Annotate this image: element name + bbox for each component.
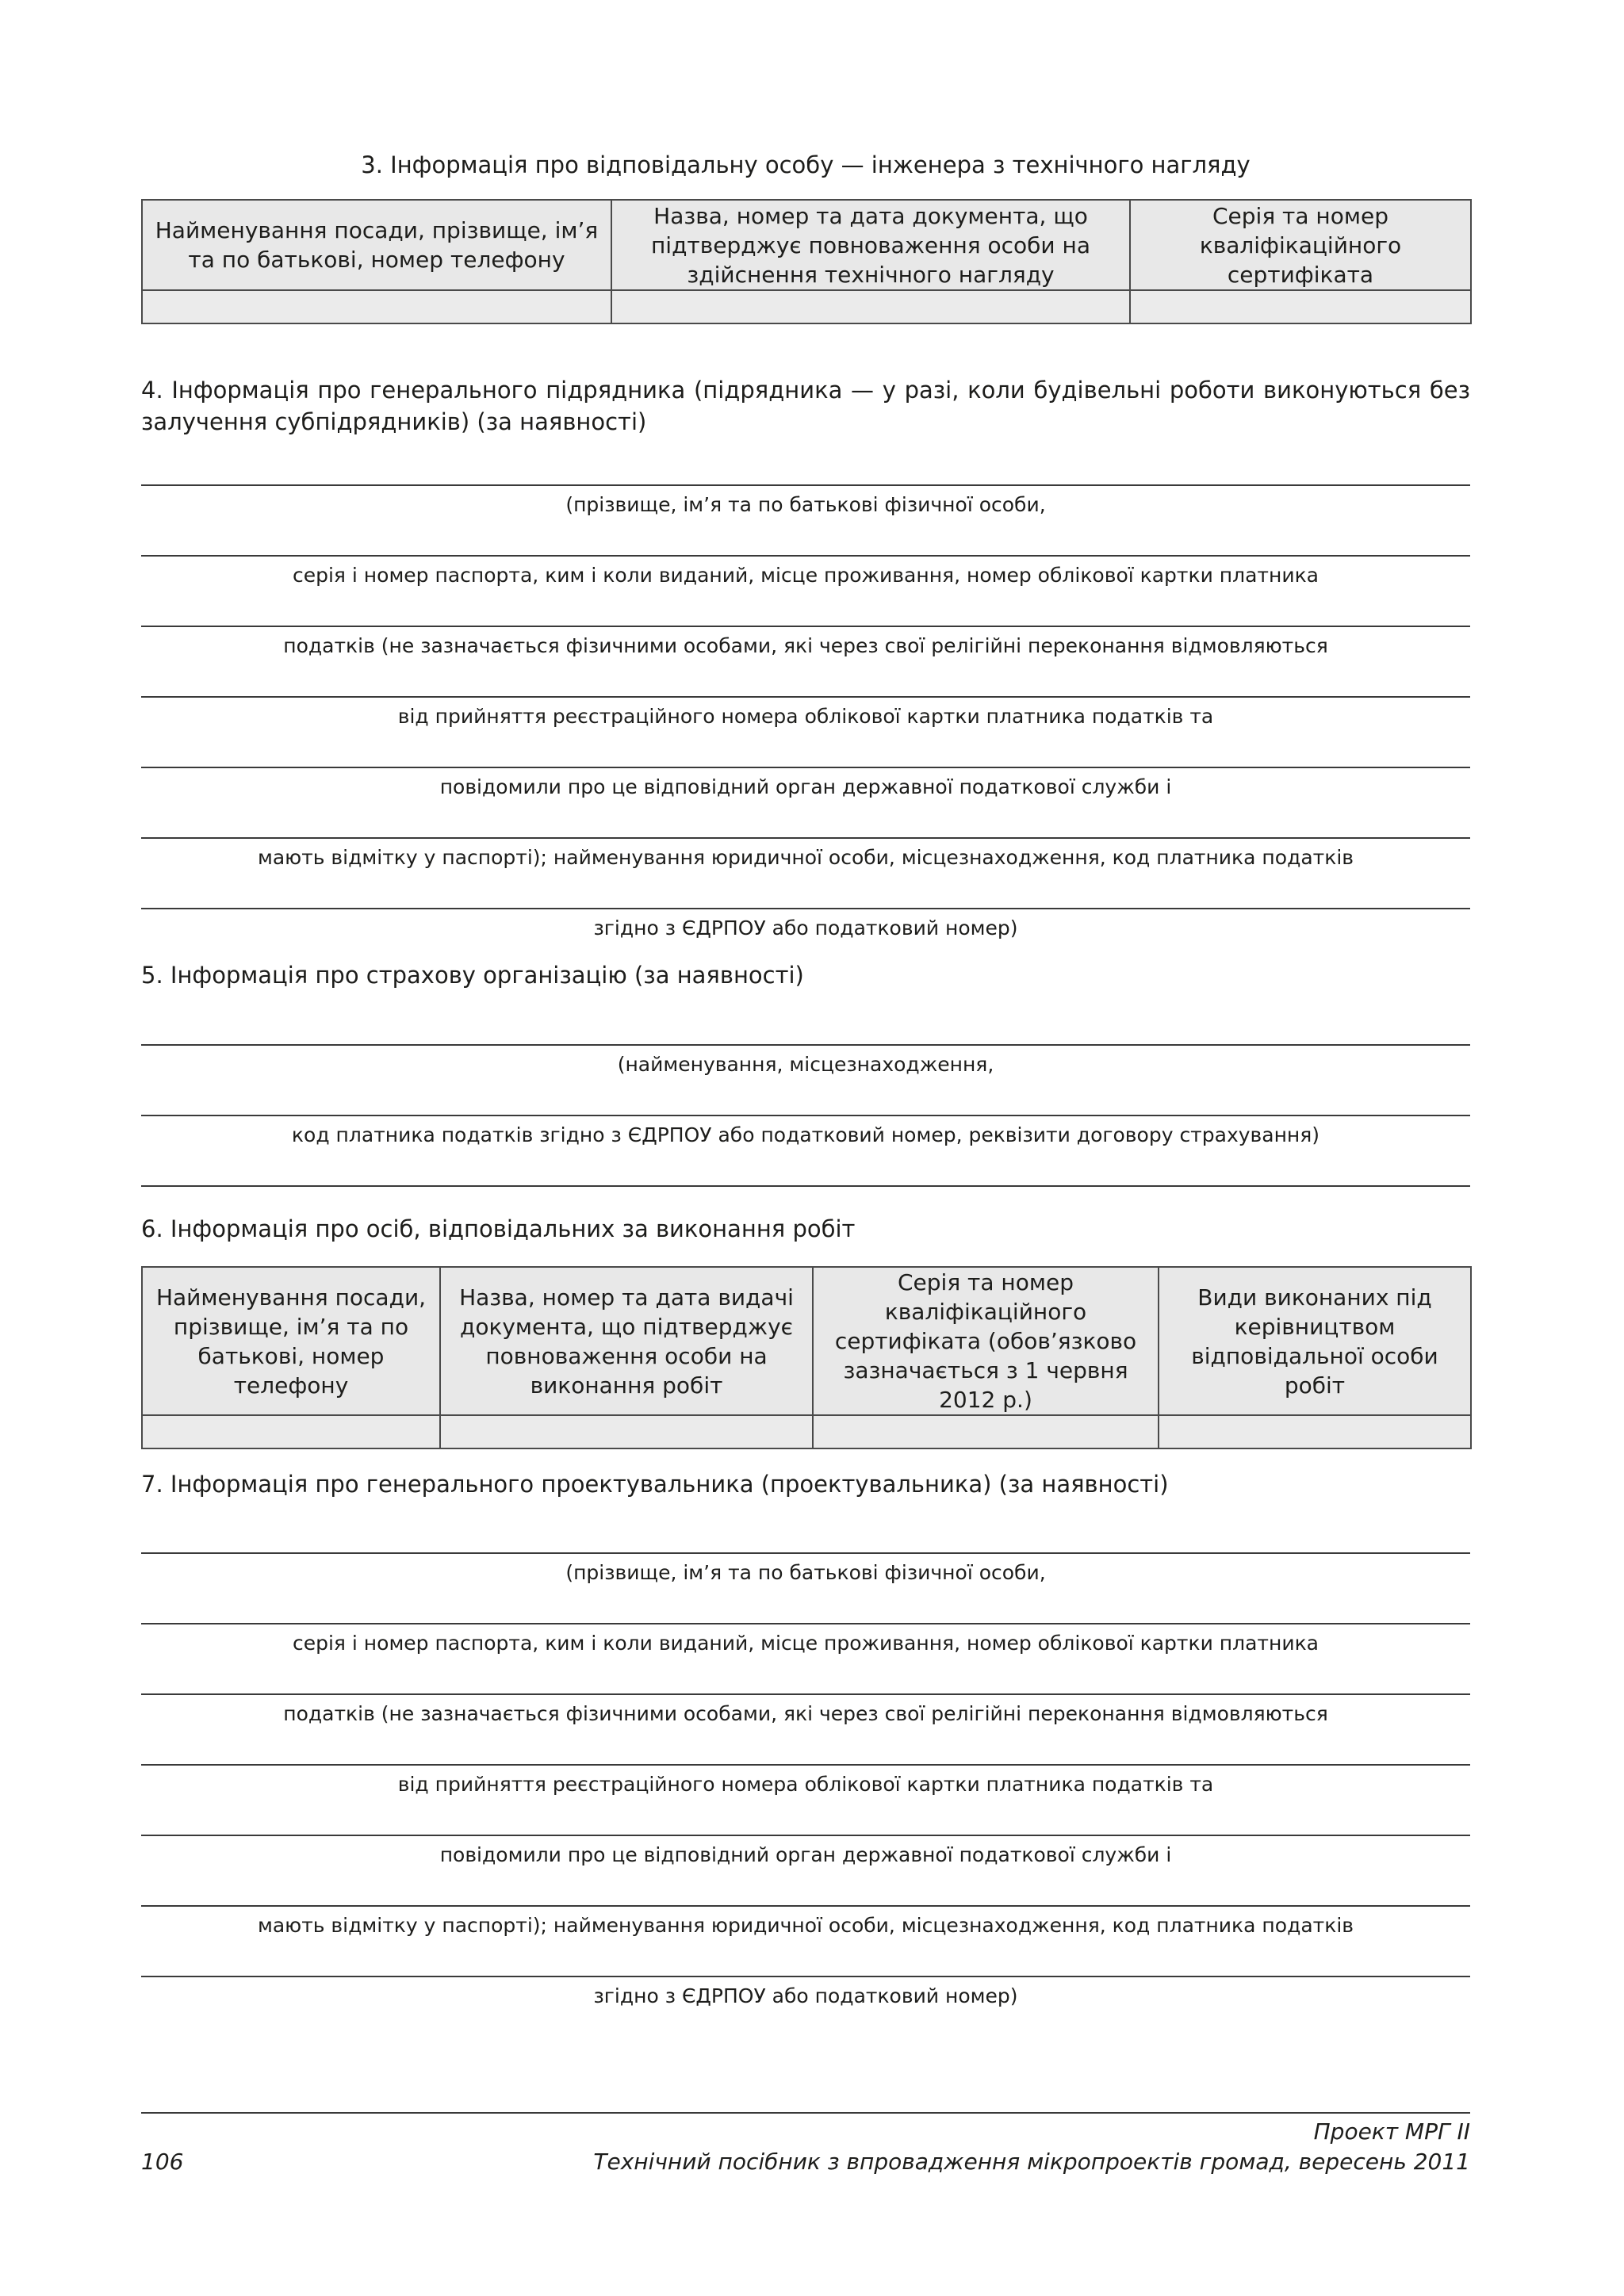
s3-col-position: Найменування посади, прізвище, ім’я та по батькові, номер телефону (142, 200, 611, 290)
line-caption: мають відмітку у паспорті); найменування юридичної особи, місцезнаходження, код платника податків (257, 846, 1354, 869)
fill-line[interactable] (141, 767, 1470, 837)
line-caption: згідно з ЄДРПОУ або податковий номер) (593, 1984, 1018, 2007)
line-caption: (прізвище, ім’я та по батькові фізичної особи, (565, 493, 1046, 516)
line-caption: серія і номер паспорта, ким і коли виданий, місце проживання, номер облікової картки платника (292, 1632, 1320, 1655)
line-caption: від прийняття реєстраційного номера облікової картки платника податків та (397, 705, 1214, 728)
section-4-title: 4. Інформація про генерального підрядника (підрядника — у разі, коли будівельні роботи виконуються без залучення субпідрядників) (за наявності) (141, 377, 1470, 435)
fill-line[interactable] (141, 1693, 1470, 1764)
s6-cell-document[interactable] (440, 1415, 813, 1448)
fill-line[interactable] (141, 1044, 1470, 1115)
section-6-table (141, 1266, 1472, 1449)
section-4-fill-lines (141, 484, 1470, 978)
s6-col-certificate: Серія та номер кваліфікаційного сертифіката (обов’язково зазначається з 1 червня 2012 р.) (813, 1267, 1159, 1415)
s6-col-position: Найменування посади, прізвище, ім’я та по батькові, номер телефону (142, 1267, 440, 1415)
footer-publication-info (593, 2117, 1470, 2177)
line-caption: код платника податків згідно з ЄДРПОУ або податковий номер, реквізити договору страхування) (291, 1123, 1320, 1146)
section-7-title: 7. Інформація про генерального проектувальника (проектувальника) (за наявності) (141, 1471, 1169, 1498)
footer-divider (141, 2112, 1470, 2114)
line-caption: (найменування, місцезнаходження, (617, 1053, 994, 1076)
line-caption: повідомили про це відповідний орган державної податкової служби і (439, 1843, 1172, 1866)
fill-line[interactable] (141, 837, 1470, 908)
fill-line[interactable] (141, 1115, 1470, 1185)
s3-cell-position[interactable] (142, 290, 611, 323)
fill-line[interactable] (141, 626, 1470, 696)
fill-line[interactable] (141, 1764, 1470, 1835)
fill-line[interactable] (141, 1623, 1470, 1693)
fill-line[interactable] (141, 484, 1470, 555)
line-caption: повідомили про це відповідний орган державної податкової служби і (439, 775, 1172, 798)
s6-cell-works[interactable] (1159, 1415, 1471, 1448)
page-number: 106 (141, 2149, 184, 2175)
fill-line[interactable] (141, 1976, 1470, 2046)
line-caption: мають відмітку у паспорті); найменування юридичної особи, місцезнаходження, код платника податків (257, 1914, 1354, 1937)
fill-line[interactable] (141, 1905, 1470, 1976)
fill-line[interactable] (141, 555, 1470, 626)
section-7-fill-lines (141, 1552, 1470, 2046)
fill-line[interactable] (141, 1552, 1470, 1623)
line-caption: податків (не зазначається фізичними особами, які через свої релігійні переконання відмовляються (283, 634, 1328, 657)
s6-col-document: Назва, номер та дата видачі документа, що підтверджує повноваження особи на виконання робіт (440, 1267, 813, 1415)
s3-cell-document[interactable] (611, 290, 1130, 323)
s6-cell-position[interactable] (142, 1415, 440, 1448)
section-5-title: 5. Інформація про страхову організацію (за наявності) (141, 962, 804, 989)
section-3-table (141, 199, 1472, 324)
fill-line[interactable] (141, 1185, 1470, 1187)
s3-col-certificate: Серія та номер кваліфікаційного сертифіката (1130, 200, 1471, 290)
section-5-fill-lines (141, 1044, 1470, 1187)
section-6-title: 6. Інформація про осіб, відповідальних за виконання робіт (141, 1215, 856, 1242)
s6-cell-certificate[interactable] (813, 1415, 1159, 1448)
s3-col-document: Назва, номер та дата документа, що підтверджує повноваження особи на здійснення технічного нагляду (611, 200, 1130, 290)
s6-col-works: Види виконаних під керівництвом відповідальної особи робіт (1159, 1267, 1471, 1415)
fill-line[interactable] (141, 696, 1470, 767)
line-caption: згідно з ЄДРПОУ або податковий номер) (593, 916, 1018, 939)
section-3-title: 3. Інформація про відповідальну особу — інженера з технічного нагляду (361, 151, 1251, 178)
fill-line[interactable] (141, 1835, 1470, 1905)
footer-publication: Технічний посібник з впровадження мікропроектів громад, вересень 2011 (593, 2149, 1470, 2175)
line-caption: (прізвище, ім’я та по батькові фізичної особи, (565, 1561, 1046, 1584)
line-caption: податків (не зазначається фізичними особами, які через свої релігійні переконання відмовляються (283, 1702, 1328, 1725)
line-caption: серія і номер паспорта, ким і коли виданий, місце проживання, номер облікової картки платника (292, 564, 1320, 587)
line-caption: від прийняття реєстраційного номера облікової картки платника податків та (397, 1773, 1214, 1796)
s3-cell-certificate[interactable] (1130, 290, 1471, 323)
footer-project: Проект МРГ II (1313, 2118, 1470, 2145)
